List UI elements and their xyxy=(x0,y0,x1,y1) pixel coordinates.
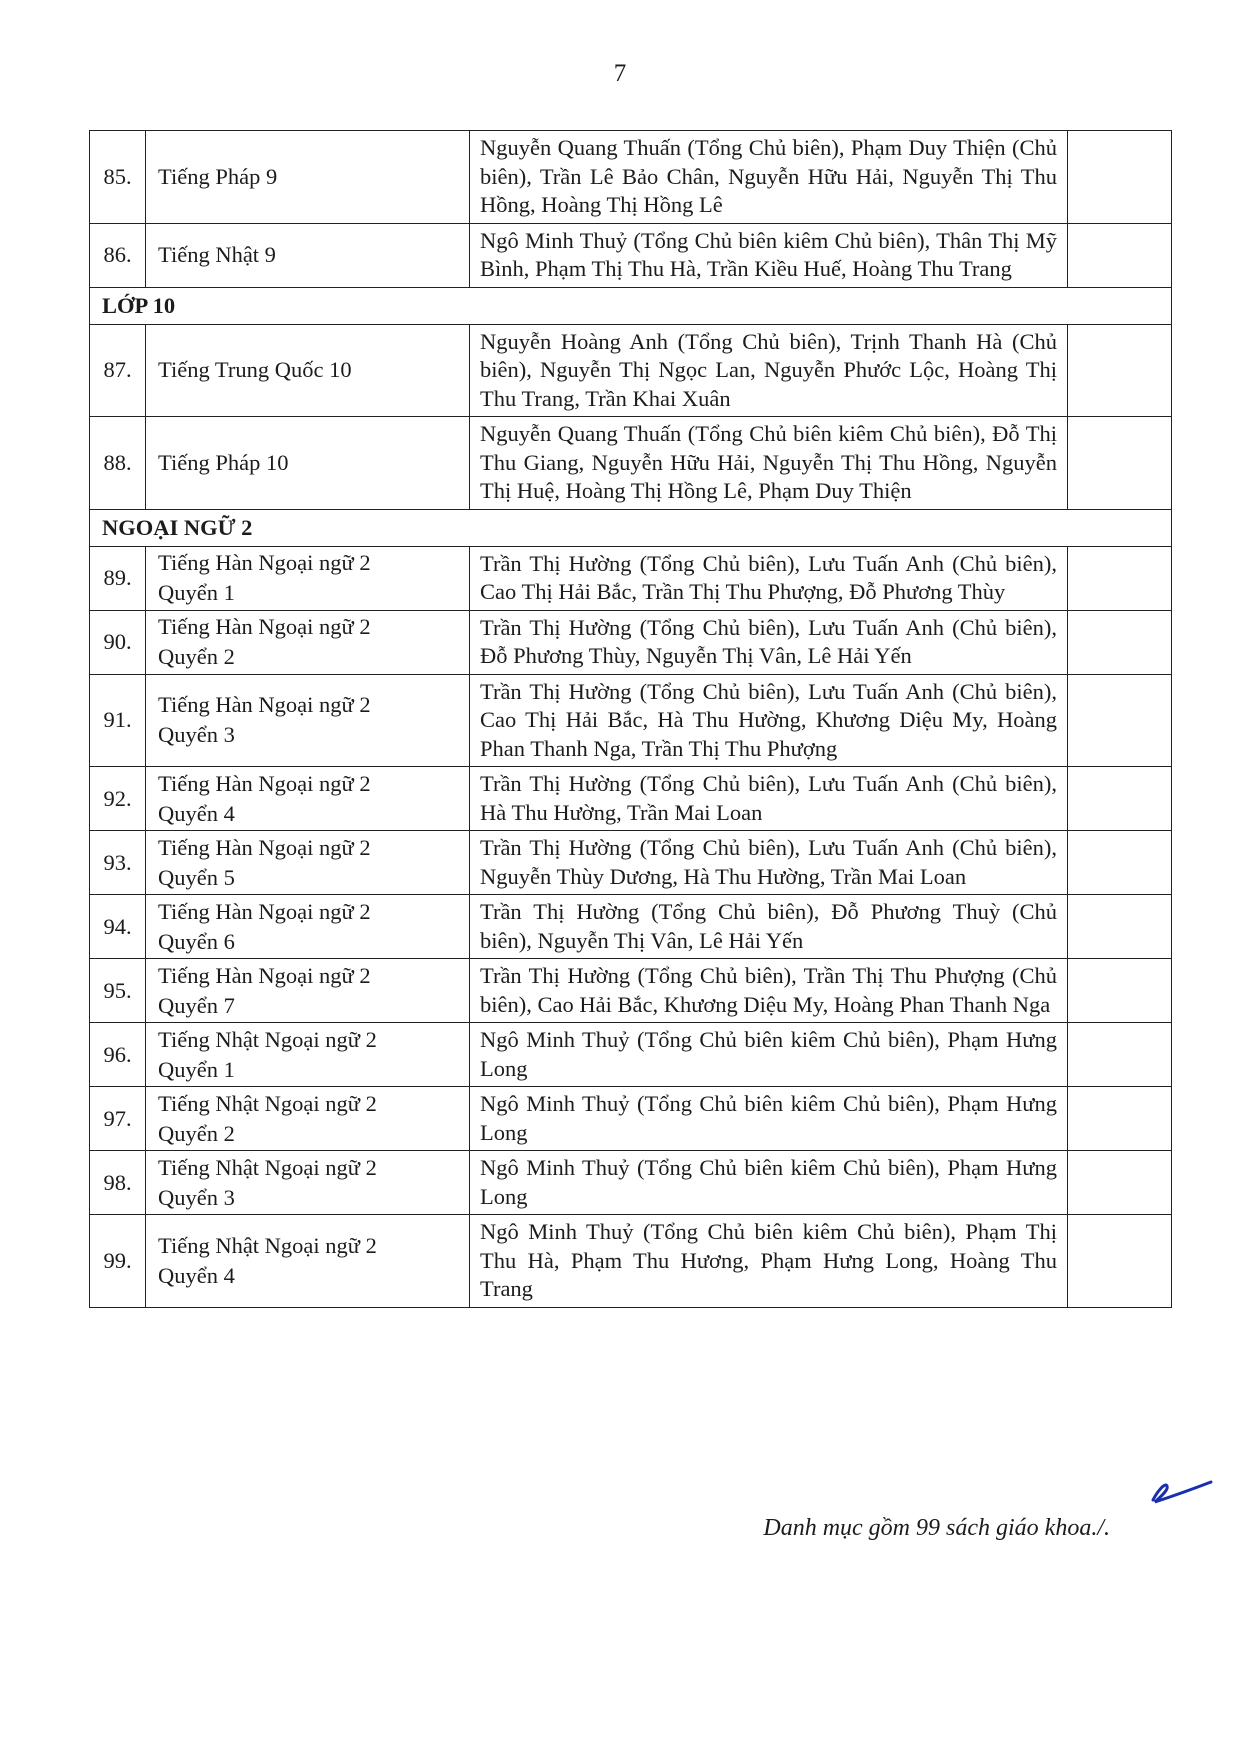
empty-note-cell xyxy=(1068,610,1172,674)
book-title-line: Tiếng Nhật Ngoại ngữ 2 xyxy=(158,1090,377,1116)
book-title-line: Tiếng Hàn Ngoại ngữ 2 xyxy=(158,770,371,796)
table-row xyxy=(90,1215,1172,1308)
book-title xyxy=(146,223,470,287)
book-title-line: Tiếng Nhật Ngoại ngữ 2 xyxy=(158,1232,377,1258)
book-title-line: Tiếng Hàn Ngoại ngữ 2 xyxy=(158,614,371,639)
table-row xyxy=(90,895,1172,959)
empty-note-cell xyxy=(1068,959,1172,1023)
empty-note-cell xyxy=(1068,831,1172,895)
section-header-row xyxy=(90,287,1172,324)
book-authors: Trần Thị Hường (Tổng Chủ biên), Lưu Tuấn Anh (Chủ biên), Nguyễn Thùy Dương, Hà Thu Hường, Trần Mai Loan xyxy=(470,831,1068,895)
row-number: 97. xyxy=(90,1087,146,1151)
table-row xyxy=(90,831,1172,895)
empty-note-cell xyxy=(1068,223,1172,287)
book-title-line: Quyển 4 xyxy=(158,800,235,826)
book-title-line: Tiếng Pháp 10 xyxy=(158,449,289,475)
book-authors: Ngô Minh Thuỷ (Tổng Chủ biên kiêm Chủ biên), Phạm Hưng Long xyxy=(470,1023,1068,1087)
book-title xyxy=(146,767,470,831)
book-title-line: Quyển 7 xyxy=(158,992,235,1018)
book-authors: Trần Thị Hường (Tổng Chủ biên), Trần Thị Thu Phượng (Chủ biên), Cao Hải Bắc, Khương Diệu My, Hoàng Phan Thanh Nga xyxy=(470,959,1068,1023)
row-number: 86. xyxy=(90,223,146,287)
book-title-line: Tiếng Trung Quốc 10 xyxy=(158,357,352,383)
empty-note-cell xyxy=(1068,417,1172,510)
page-number: 7 xyxy=(613,60,627,87)
table-row xyxy=(90,131,1172,224)
book-authors: Trần Thị Hường (Tổng Chủ biên), Lưu Tuấn Anh (Chủ biên), Cao Thị Hải Bắc, Hà Thu Hường, Khương Diệu My, Hoàng Phan Thanh Nga, Trần Thị Thu Phượng xyxy=(470,674,1068,767)
book-title xyxy=(146,1023,470,1087)
book-title xyxy=(146,831,470,895)
book-title-line: Quyển 4 xyxy=(158,1262,235,1288)
book-title-line: Quyển 2 xyxy=(158,644,235,669)
book-authors: Nguyễn Hoàng Anh (Tổng Chủ biên), Trịnh Thanh Hà (Chủ biên), Nguyễn Thị Ngọc Lan, Nguyễn Phước Lộc, Hoàng Thị Thu Trang, Trần Khai Xuân xyxy=(470,324,1068,417)
book-authors: Trần Thị Hường (Tổng Chủ biên), Lưu Tuấn Anh (Chủ biên), Cao Thị Hải Bắc, Trần Thị Thu Phượng, Đỗ Phương Thùy xyxy=(470,546,1068,610)
book-authors: Nguyễn Quang Thuấn (Tổng Chủ biên), Phạm Duy Thiện (Chủ biên), Trần Lê Bảo Chân, Nguyễn Hữu Hải, Nguyễn Thị Thu Hồng, Hoàng Thị Hồng Lê xyxy=(470,131,1068,224)
book-title xyxy=(146,959,470,1023)
book-title-line: Quyển 3 xyxy=(158,722,235,748)
row-number: 99. xyxy=(90,1215,146,1308)
book-title xyxy=(146,324,470,417)
table-body xyxy=(90,131,1172,1308)
empty-note-cell xyxy=(1068,674,1172,767)
book-title-line: Tiếng Pháp 9 xyxy=(158,163,278,189)
book-title-line: Quyển 1 xyxy=(158,1056,235,1082)
book-authors: Trần Thị Hường (Tổng Chủ biên), Đỗ Phương Thuỳ (Chủ biên), Nguyễn Thị Vân, Lê Hải Yến xyxy=(470,895,1068,959)
book-title-line: Tiếng Hàn Ngoại ngữ 2 xyxy=(158,962,371,988)
row-number: 87. xyxy=(90,324,146,417)
table-row xyxy=(90,546,1172,610)
row-number: 95. xyxy=(90,959,146,1023)
row-number: 94. xyxy=(90,895,146,959)
book-title xyxy=(146,546,470,610)
row-number: 89. xyxy=(90,546,146,610)
book-title-line: Tiếng Nhật 9 xyxy=(158,242,276,267)
book-authors: Ngô Minh Thuỷ (Tổng Chủ biên kiêm Chủ biên), Phạm Hưng Long xyxy=(470,1151,1068,1215)
empty-note-cell xyxy=(1068,1215,1172,1308)
book-title xyxy=(146,610,470,674)
table-row xyxy=(90,767,1172,831)
book-title xyxy=(146,417,470,510)
book-title xyxy=(146,674,470,767)
book-authors: Ngô Minh Thuỷ (Tổng Chủ biên kiêm Chủ biên), Phạm Thị Thu Hà, Phạm Thu Hương, Phạm Hưng Long, Hoàng Thu Trang xyxy=(470,1215,1068,1308)
book-title-line: Tiếng Hàn Ngoại ngữ 2 xyxy=(158,834,371,860)
table-row xyxy=(90,610,1172,674)
book-title-line: Quyển 6 xyxy=(158,928,235,954)
empty-note-cell xyxy=(1068,767,1172,831)
section-label: LỚP 10 xyxy=(90,287,1172,324)
row-number: 92. xyxy=(90,767,146,831)
book-authors: Ngô Minh Thuỷ (Tổng Chủ biên kiêm Chủ biên), Thân Thị Mỹ Bình, Phạm Thị Thu Hà, Trần Kiều Huế, Hoàng Thu Trang xyxy=(470,223,1068,287)
book-title-line: Quyển 1 xyxy=(158,580,235,605)
empty-note-cell xyxy=(1068,1023,1172,1087)
book-authors: Trần Thị Hường (Tổng Chủ biên), Lưu Tuấn Anh (Chủ biên), Hà Thu Hường, Trần Mai Loan xyxy=(470,767,1068,831)
section-label: NGOẠI NGỮ 2 xyxy=(90,509,1172,546)
book-title-line: Quyển 3 xyxy=(158,1184,235,1210)
table-row xyxy=(90,674,1172,767)
empty-note-cell xyxy=(1068,324,1172,417)
row-number: 88. xyxy=(90,417,146,510)
book-title-line: Tiếng Nhật Ngoại ngữ 2 xyxy=(158,1154,377,1180)
row-number: 96. xyxy=(90,1023,146,1087)
table-row xyxy=(90,959,1172,1023)
book-title xyxy=(146,131,470,224)
row-number: 98. xyxy=(90,1151,146,1215)
book-title xyxy=(146,1087,470,1151)
book-title-line: Tiếng Hàn Ngoại ngữ 2 xyxy=(158,550,371,575)
row-number: 93. xyxy=(90,831,146,895)
book-title-line: Tiếng Hàn Ngoại ngữ 2 xyxy=(158,692,371,718)
book-title-line: Tiếng Hàn Ngoại ngữ 2 xyxy=(158,898,371,924)
table-row xyxy=(90,324,1172,417)
table-row xyxy=(90,1087,1172,1151)
empty-note-cell xyxy=(1068,895,1172,959)
section-header-row xyxy=(90,509,1172,546)
table-row xyxy=(90,223,1172,287)
empty-note-cell xyxy=(1068,131,1172,224)
table-row xyxy=(90,1023,1172,1087)
book-authors: Ngô Minh Thuỷ (Tổng Chủ biên kiêm Chủ biên), Phạm Hưng Long xyxy=(470,1087,1068,1151)
row-number: 85. xyxy=(90,131,146,224)
empty-note-cell xyxy=(1068,1087,1172,1151)
book-title xyxy=(146,1151,470,1215)
book-authors: Nguyễn Quang Thuấn (Tổng Chủ biên kiêm Chủ biên), Đỗ Thị Thu Giang, Nguyễn Hữu Hải, Nguyễn Thị Thu Hồng, Nguyễn Thị Huệ, Hoàng Thị Hồng Lê, Phạm Duy Thiện xyxy=(470,417,1068,510)
row-number: 90. xyxy=(90,610,146,674)
textbook-table xyxy=(89,130,1172,1308)
book-title xyxy=(146,895,470,959)
empty-note-cell xyxy=(1068,1151,1172,1215)
book-title-line: Tiếng Nhật Ngoại ngữ 2 xyxy=(158,1026,377,1052)
book-title-line: Quyển 5 xyxy=(158,864,235,890)
table-row xyxy=(90,1151,1172,1215)
book-authors: Trần Thị Hường (Tổng Chủ biên), Lưu Tuấn Anh (Chủ biên), Đỗ Phương Thùy, Nguyễn Thị Vân, Lê Hải Yến xyxy=(470,610,1068,674)
table-row xyxy=(90,417,1172,510)
row-number: 91. xyxy=(90,674,146,767)
book-title xyxy=(146,1215,470,1308)
footer-note: Danh mục gồm 99 sách giáo khoa./. xyxy=(763,1515,1110,1541)
empty-note-cell xyxy=(1068,546,1172,610)
book-title-line: Quyển 2 xyxy=(158,1120,235,1146)
signature-mark xyxy=(1145,1472,1217,1512)
